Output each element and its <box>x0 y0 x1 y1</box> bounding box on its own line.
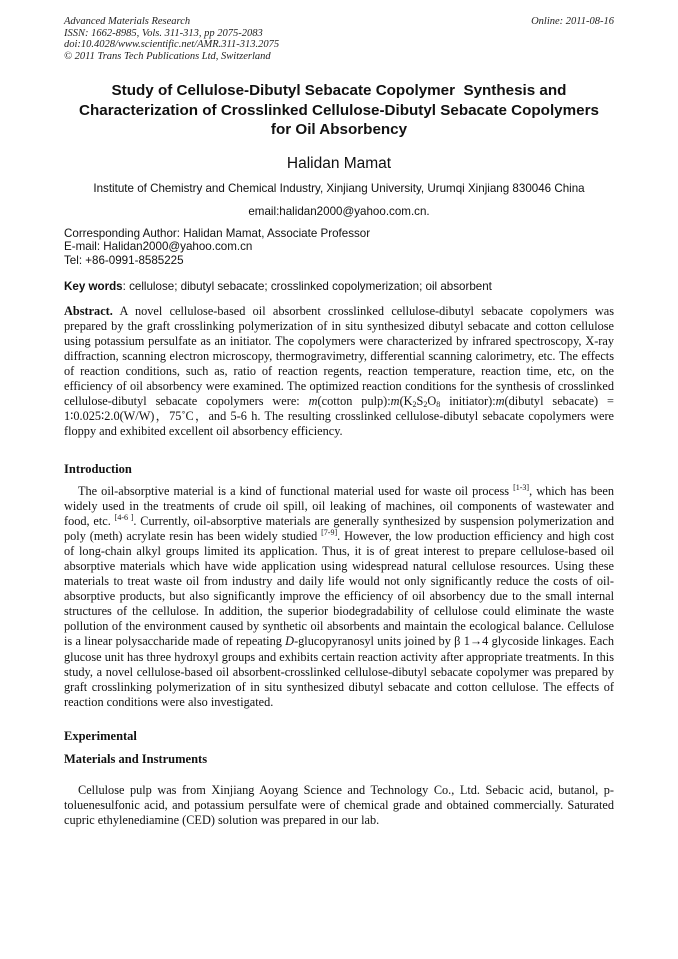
journal-name: Advanced Materials Research <box>64 16 191 27</box>
intro-text-a: The oil-absorptive material is a kind of functional material used for waste oil process <box>78 483 514 498</box>
online-date: Online: 2011-08-16 <box>531 16 614 27</box>
abstract-t2: (K <box>399 394 413 409</box>
title-line-2: Characterization of Crosslinked Cellulose-Dibutyl Sebacate Copolymers <box>79 101 599 119</box>
title-line-1: Study of Cellulose-Dibutyl Sebacate Copolymer Synthesis and <box>111 82 567 100</box>
paper-title <box>64 81 614 140</box>
copyright-line: © 2011 Trans Tech Publications Ltd, Switzerland <box>64 50 271 62</box>
corresponding-author: Corresponding Author: Halidan Mamat, Associate Professor <box>64 226 371 240</box>
abstract-sub-3: 8 <box>436 400 441 410</box>
introduction-paragraph <box>64 484 614 710</box>
contact-tel: Tel: +86-0991-8585225 <box>64 254 184 268</box>
author-email: email:halidan2000@yahoo.com.cn. <box>248 204 430 218</box>
contact-block <box>64 227 614 268</box>
intro-text-c: . Currently, oil-absorptive materials are generally synthesized by suspension polymerization and poly (meth) acrylate resin has been widely studied <box>64 513 614 543</box>
materials-heading: Materials and Instruments <box>64 751 208 766</box>
experimental-heading: Experimental <box>64 728 137 743</box>
intro-text-d: . However, the low production efficiency and high cost of long-chain alkyl groups limited its application. Thus, it is of great interest to prepare cellulose-based oil absorptive materials which have wide application using widespread natural cellulose resources. Using these materials to treat waste oil from industry and daily life would not only significantly reduce the costs of oil-absorptive products, but also significantly improve the efficiency of oil absorbency due to the small internal structures of the cellulose. In addition, the superior biodegradability of cellulose could eliminate the waste pollution of the environment caused by synthetic oil absorbents and maintain the ecological balance. Cellulose is a linear polysaccharide made of repeating <box>64 528 614 649</box>
intro-ref-3: [7-9] <box>321 527 338 537</box>
materials-paragraph: Cellulose pulp was from Xinjiang Aoyang Science and Technology Co., Ltd. Sebacic acid, butanol, p-toluenesulfonic acid, and potassium persulfate were of chemical grade and obtained commercially. Saturated cupric ethylenediamine (CED) solution was prepared in our lab. <box>64 782 614 828</box>
abstract-m1: m <box>308 394 318 409</box>
abstract-t5: initiator): <box>440 394 496 409</box>
keywords-text: : cellulose; dibutyl sebacate; crosslinked copolymerization; oil absorbent <box>122 279 492 293</box>
paper-page <box>64 16 614 828</box>
introduction-heading: Introduction <box>64 461 132 476</box>
abstract-label: Abstract. <box>64 303 113 318</box>
abstract-t1: (cotton pulp): <box>317 394 391 409</box>
intro-ref-1: [1-3] <box>513 482 530 492</box>
intro-d-italic: D <box>285 634 295 649</box>
abstract-m2: m <box>390 394 400 409</box>
abstract-t3: S <box>416 394 424 409</box>
author-name: Halidan Mamat <box>286 154 392 172</box>
intro-ref-2: [4-6 ] <box>114 512 134 522</box>
abstract-text-1: A novel cellulose-based oil absorbent crosslinked cellulose-dibutyl sebacate copolymers was prepared by the graft crosslinking polymerization of in situ synthesized dibutyl sebacate and cotton cellulose using potassium persulfate as an initiator. The copolymers were characterized by infrared spectroscopy, X-ray diffraction, scanning electron microscopy, thermogravimetry, differential scanning calorimetry, etc. The effects of reaction conditions, such as, ratio of reaction regents, reaction temperature, reaction time, etc, on the efficiency of oil absorbency were examined. The optimized reaction conditions for the synthesis of crosslinked cellulose-dibutyl sebacate copolymers were: <box>64 303 614 409</box>
abstract-sub-2: 2 <box>423 400 428 410</box>
journal-header <box>64 16 614 62</box>
keywords <box>64 280 614 294</box>
issn-line: ISSN: 1662-8985, Vols. 311-313, pp 2075-2083 <box>64 27 263 39</box>
title-line-3: for Oil Absorbency <box>270 121 408 139</box>
abstract-text-2: (dibutyl sebacate) = 1∶0.025∶2.0(W/W)，75˚C，and 5-6 h. The resulting crosslinked cellulose-dibutyl sebacate copolymers were floppy and exhibited excellent oil absorbency efficiency. <box>64 394 614 439</box>
affiliation: Institute of Chemistry and Chemical Industry, Xinjiang University, Urumqi Xinjiang 830046 China <box>93 181 585 195</box>
intro-text-e: -glucopyranosyl units joined by β 1→4 glycoside linkages. Each glucose unit has three hydroxyl groups and exhibits certain reaction activity after appropriate treatments. In this study, a novel cellulose-based oil absorbent-crosslinked cellulose-dibutyl sebacate copolymer was prepared by graft crosslinking polymerization of in situ synthesized dibutyl sebacate and cotton cellulose. The effects of reaction conditions were also investigated. <box>64 634 614 709</box>
abstract-t4: O <box>427 394 437 409</box>
contact-email: E-mail: Halidan2000@yahoo.com.cn <box>64 240 253 254</box>
abstract <box>64 304 614 440</box>
abstract-sub-1: 2 <box>412 400 417 410</box>
doi-line: doi:10.4028/www.scientific.net/AMR.311-313.2075 <box>64 39 280 51</box>
intro-text-b: , which has been widely used in the treatments of crude oil spill, oil leaking of machines, oil components of wastewater and food, etc. <box>64 483 614 528</box>
keywords-label: Key words <box>64 279 123 293</box>
abstract-m3: m <box>495 394 505 409</box>
